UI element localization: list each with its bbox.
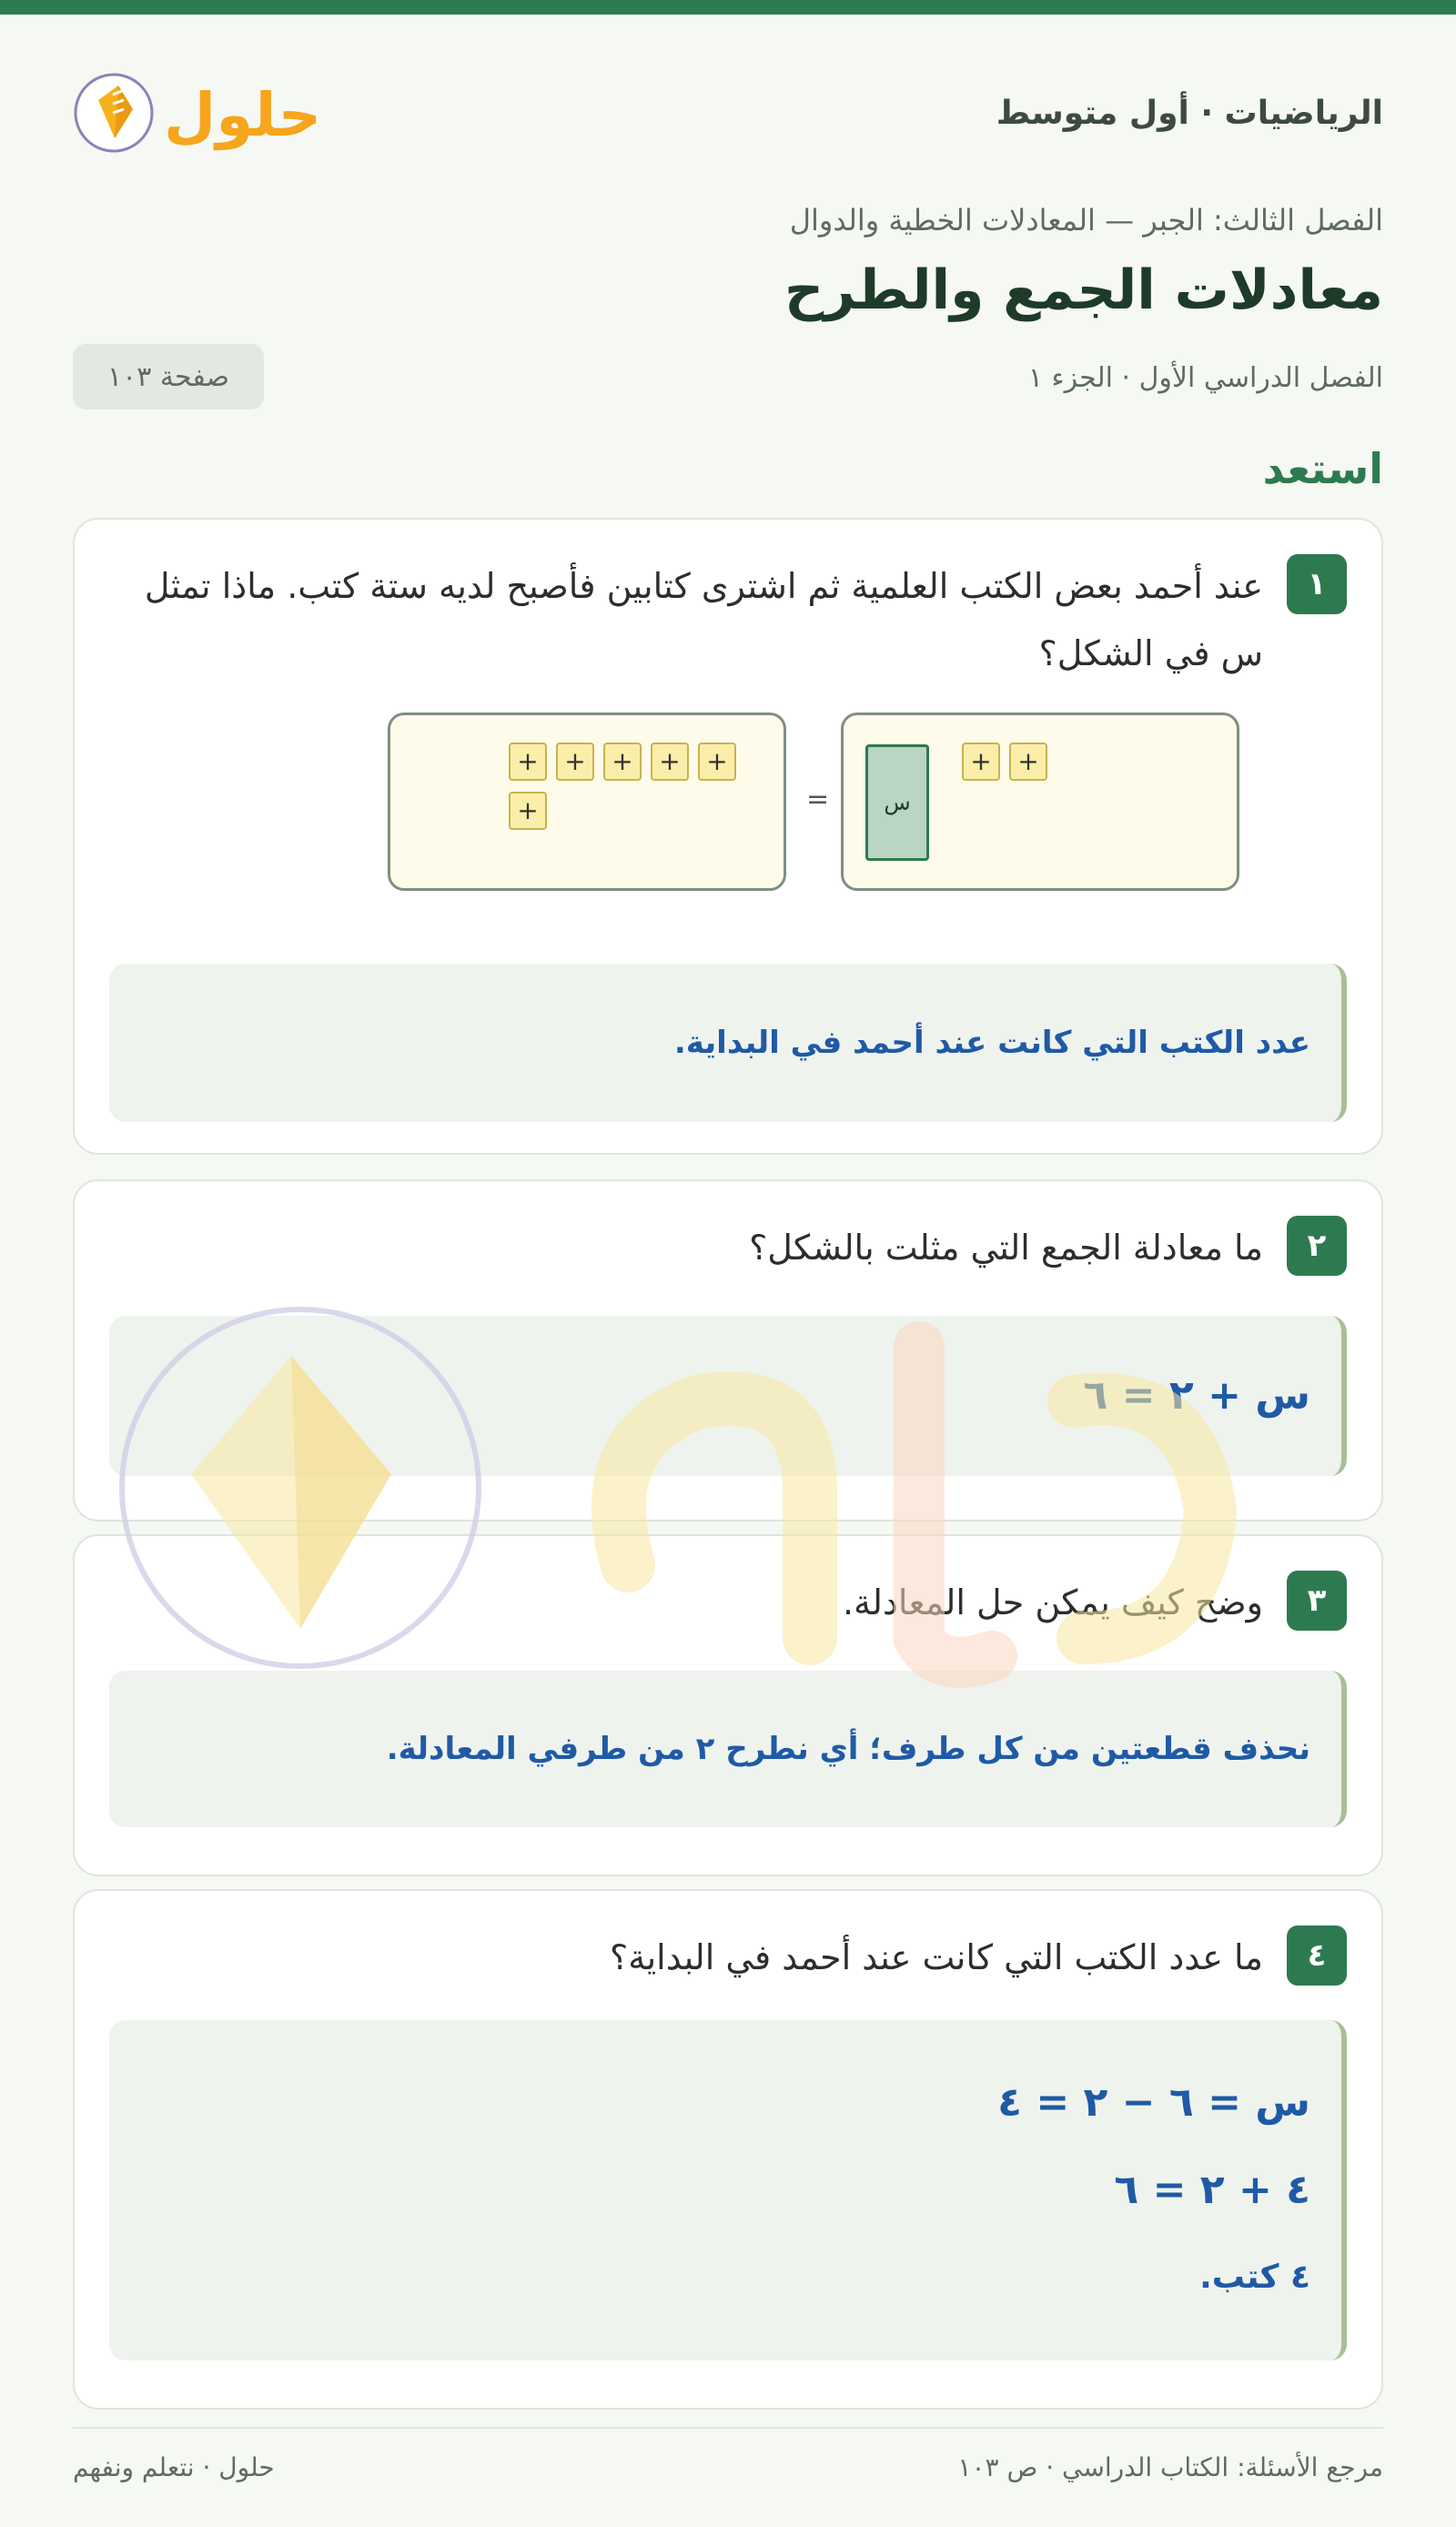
- answer-line: ٤ كتب.: [1199, 2259, 1310, 2296]
- header: [73, 15, 1383, 187]
- top-accent-bar: [0, 0, 1456, 15]
- positive-tile: +: [509, 792, 547, 830]
- positive-tile: +: [651, 743, 689, 781]
- answer-box: [109, 2020, 1347, 2360]
- algebra-tiles-left-side: [841, 713, 1239, 891]
- question-text: عند أحمد بعض الكتب العلمية ثم اشترى كتابين فأصبح لديه ستة كتب. ماذا تمثل س في الشكل؟: [144, 566, 1263, 673]
- question-text: ما عدد الكتب التي كانت عند أحمد في البداية؟: [610, 1937, 1263, 1977]
- question-text: وضح كيف يمكن حل المعادلة.: [842, 1582, 1263, 1622]
- question-card-2: [73, 1179, 1383, 1521]
- logo-text: حلول: [164, 80, 322, 150]
- question-number: ٢: [1287, 1216, 1347, 1276]
- footer-reference: مرجع الأسئلة: الكتاب الدراسي · ص ١٠٣: [957, 2452, 1383, 2482]
- positive-tile: +: [603, 743, 642, 781]
- section-title: استعد: [1262, 444, 1383, 493]
- answer-line: س + ٢ = ٦: [1083, 1372, 1310, 1419]
- subject-title: الرياضيات · أول متوسط: [996, 95, 1383, 132]
- variable-tile: س: [865, 744, 929, 861]
- question-card-3: [73, 1534, 1383, 1876]
- hulul-logo[interactable]: [73, 58, 346, 158]
- answer-line: نحذف قطعتين من كل طرف؛ أي نطرح ٢ من طرفي المعادلة.: [386, 1731, 1310, 1767]
- positive-tile: +: [509, 743, 547, 781]
- answer-box: [109, 1671, 1347, 1827]
- answer-line: عدد الكتب التي كانت عند أحمد في البداية.: [673, 1025, 1310, 1061]
- answer-line: ٤ + ٢ = ٦: [1114, 2167, 1310, 2213]
- answer-box: [109, 964, 1347, 1122]
- chapter-title: الفصل الثالث: الجبر — المعادلات الخطية والدوال: [789, 203, 1383, 238]
- question-number: ٤: [1287, 1926, 1347, 1986]
- positive-tile: +: [962, 743, 1000, 781]
- lesson-title: معادلات الجمع والطرح: [784, 258, 1383, 322]
- footer-divider: [73, 2427, 1383, 2429]
- page: [73, 15, 1383, 2296]
- positive-tile: +: [698, 743, 736, 781]
- question-card-1: [73, 518, 1383, 1155]
- question-number: ١: [1287, 554, 1347, 614]
- answer-line: س = ٦ − ٢ = ٤: [997, 2079, 1310, 2126]
- question-text: ما معادلة الجمع التي مثلت بالشكل؟: [749, 1228, 1263, 1268]
- footer-brand: حلول · نتعلم ونفهم: [73, 2452, 275, 2482]
- equals-sign: =: [806, 783, 830, 815]
- algebra-tiles-right-side: [388, 713, 786, 891]
- positive-tile: +: [1009, 743, 1047, 781]
- question-number: ٣: [1287, 1571, 1347, 1631]
- answer-box: [109, 1316, 1347, 1476]
- term-label: الفصل الدراسي الأول · الجزء ١: [1027, 362, 1383, 394]
- question-card-4: [73, 1889, 1383, 2410]
- positive-tile: +: [556, 743, 594, 781]
- page-number-badge: صفحة ١٠٣: [73, 344, 264, 409]
